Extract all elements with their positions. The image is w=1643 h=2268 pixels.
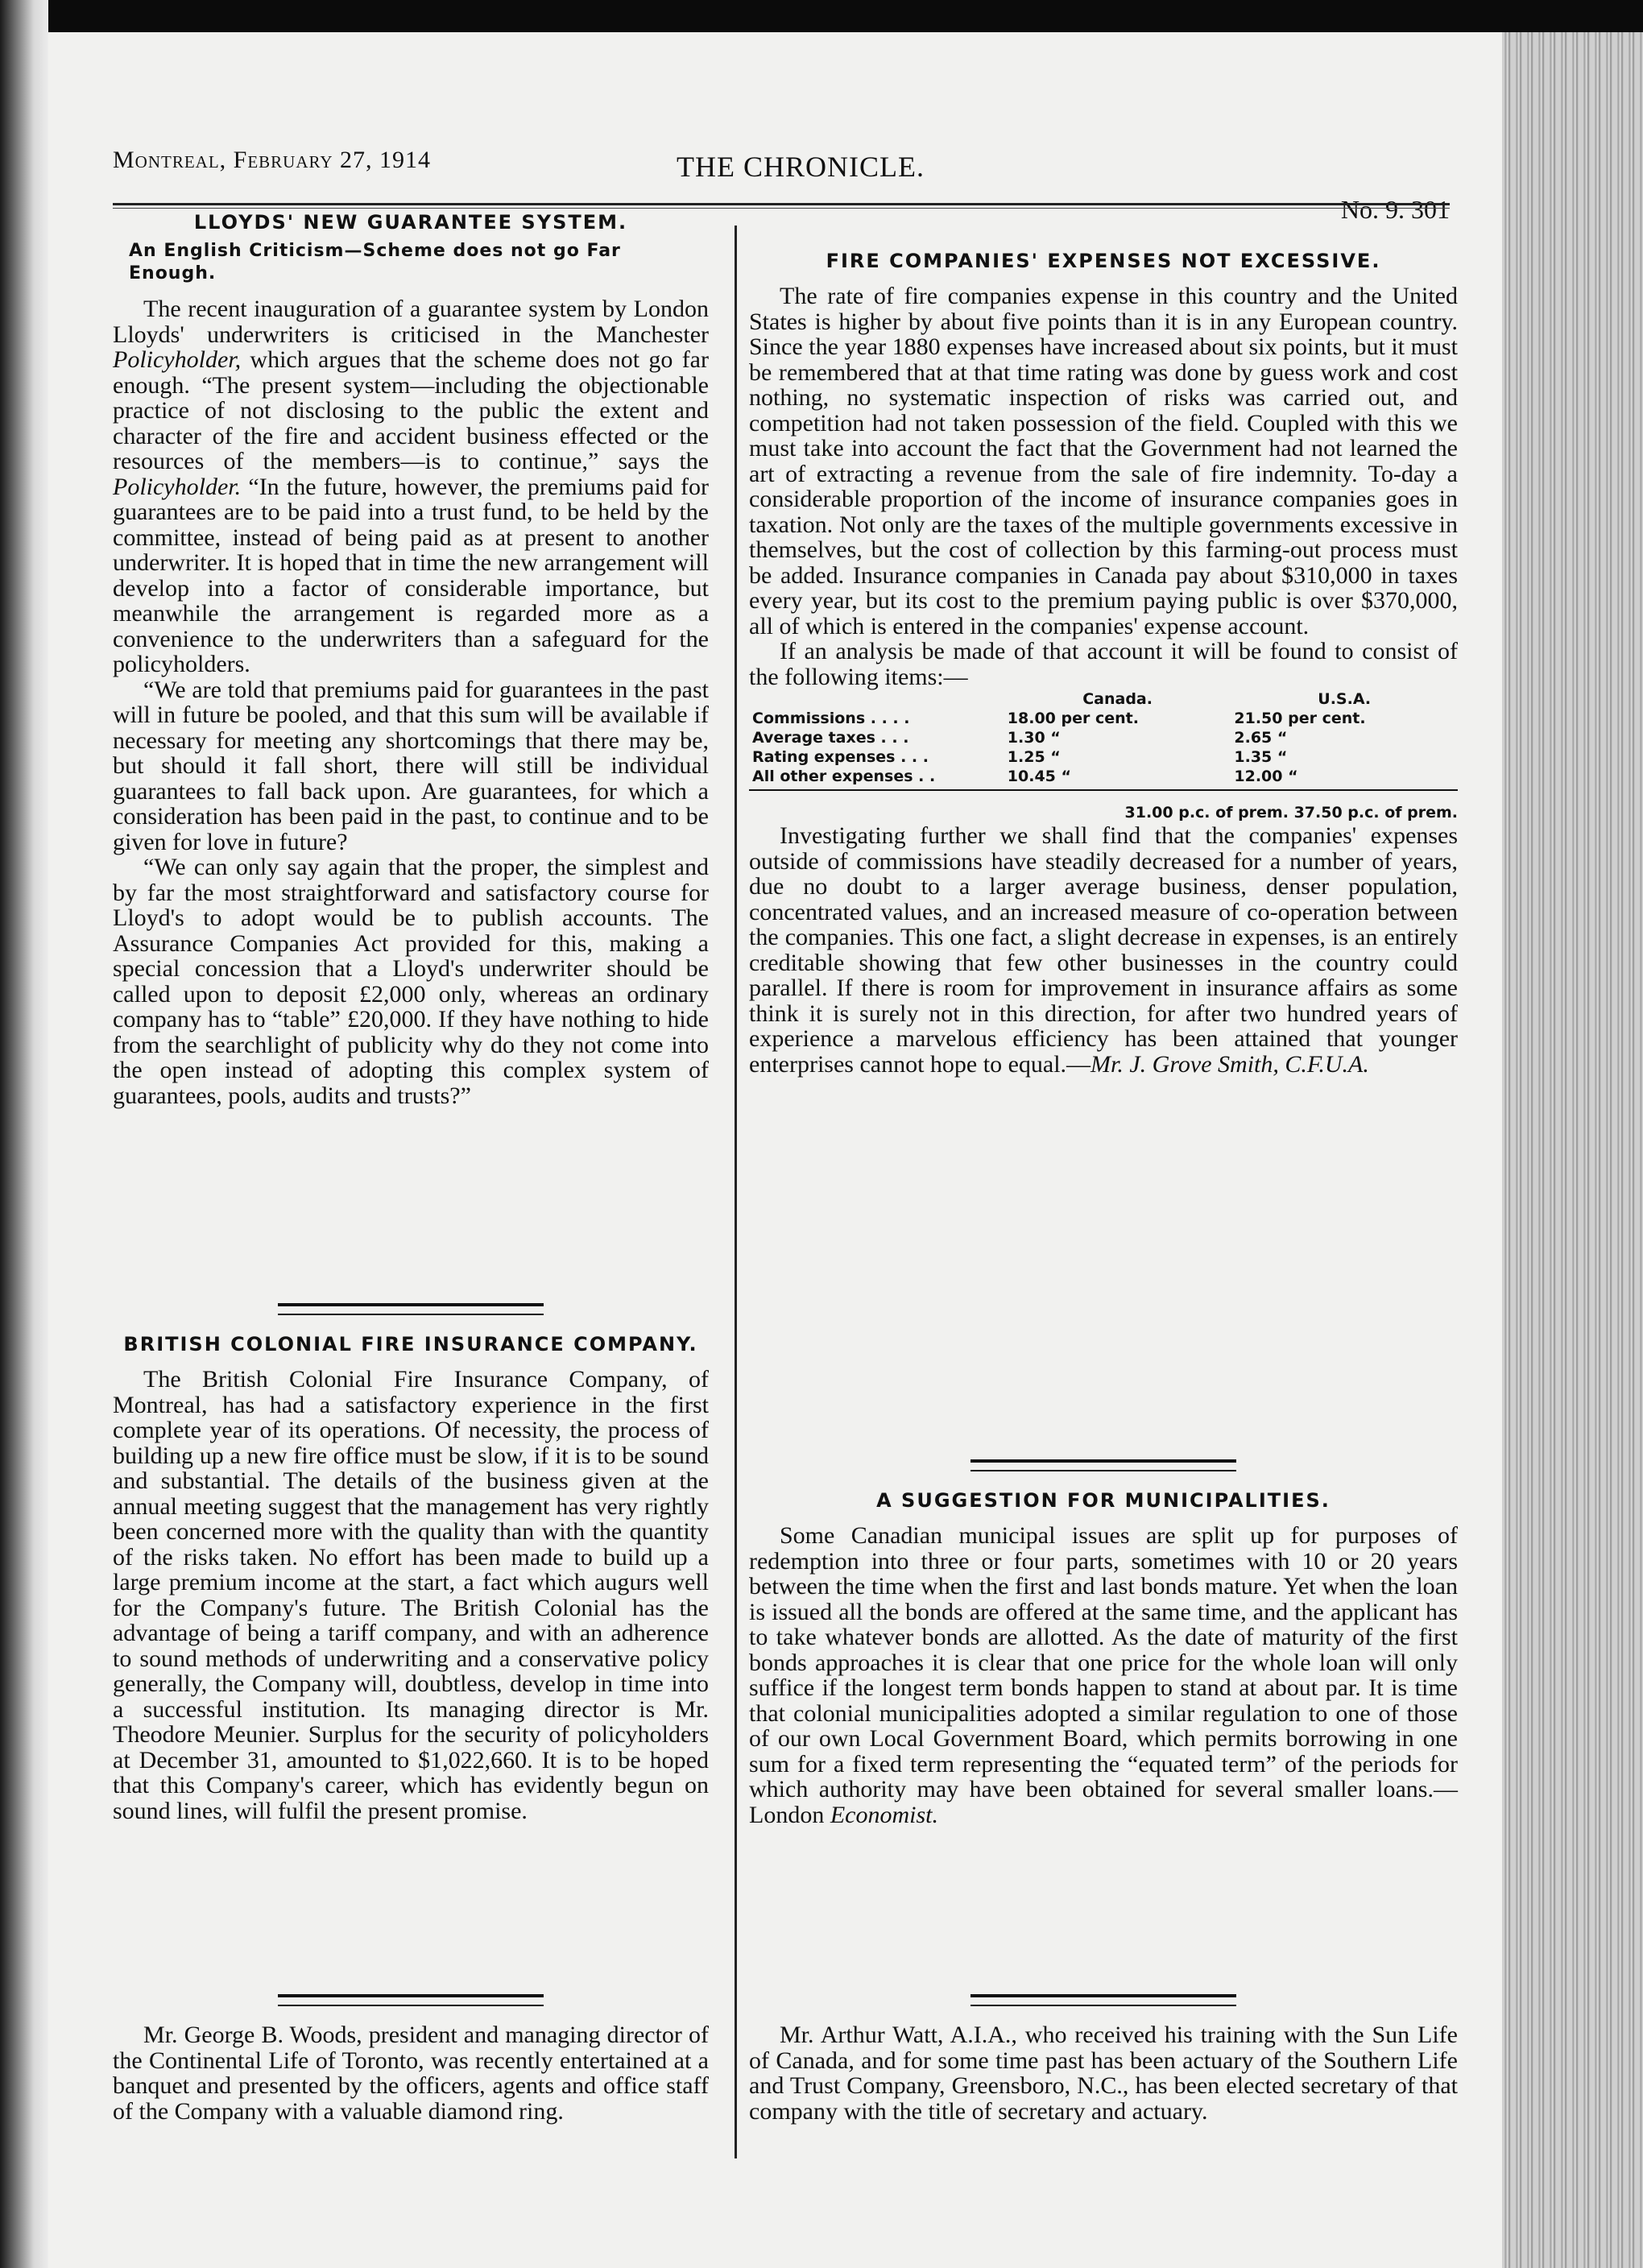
expenses-row-canada: 18.00 per cent. <box>1007 710 1139 727</box>
expenses-row-usa: 2.65 “ <box>1234 729 1288 747</box>
expenses-row-label: Commissions . . . . <box>752 710 910 727</box>
lloyds-p1-text-b: which argues that the scheme does not go far enough. “The present system—including the objectionable practice of not disclosing to the public the extent and character of the fire and accident business effected or the resources of the members—is to continue,” says the <box>113 346 709 474</box>
separator-rule <box>970 1994 1236 2006</box>
expenses-row-canada: 1.25 “ <box>1007 748 1061 766</box>
fire-expenses-p3-text: Investigating further we shall find that the companies' expenses outside of commissions have steadily decreased for a number of years, due no doubt to a larger average business, denser population, concentrated values, and an increased measure of co-operation between the companies. This one fact, a slight decrease in expenses, is an entirely creditable showing that few other businesses in the country could parallel. If there is room for improvement in insurance affairs as some think it is surely not in this direction, for after two hundred years of experience a marvelous efficiency has been attained that younger enterprises cannot hope to equal.— <box>749 822 1458 1078</box>
page <box>48 32 1502 2268</box>
article-british-colonial <box>113 1303 709 1823</box>
woods-paragraph: Mr. George B. Woods, president and managing director of the Continental Life of Toronto, was recently entertained at a banquet and presented by the officers, agents and office staff of the Company with a valuable diamond ring. <box>113 2022 709 2125</box>
british-colonial-headline: BRITISH COLONIAL FIRE INSURANCE COMPANY. <box>123 1333 698 1355</box>
book-page-edges <box>1500 32 1643 2268</box>
separator-rule <box>278 1994 544 2006</box>
lloyds-subhead: An English Criticism—Scheme does not go Far Enough. <box>129 241 621 284</box>
watt-paragraph: Mr. Arthur Watt, A.I.A., who received his training with the Sun Life of Canada, and for some time past has been actuary of the Southern Life and Trust Company, Greensboro, N.C., has been elected secretary of that company with the title of secretary and actuary. <box>749 2022 1458 2125</box>
expenses-row-usa: 1.35 “ <box>1234 748 1288 766</box>
scan-left-edge <box>0 0 48 2268</box>
expenses-row-usa: 21.50 per cent. <box>1234 710 1366 727</box>
british-colonial-paragraph: The British Colonial Fire Insurance Company, of Montreal, has had a satisfactory experience in the first complete year of its operations. Of necessity, the process of building up a new fire office must be slow, if it is to be sound and substantial. The details of the business given at the annual meeting suggest that the management has very rightly been concerned more with the quality than with the quantity of the risks taken. No effort has been made to build up a large premium income at the start, a fact which augurs well for the Company's future. The British Colonial has the advantage of being a tariff company, and with an adherence to sound methods of underwriting and a conservative policy generally, the Company will, doubtless, develop in time into a successful institution. Its managing director is Mr. Theodore Meunier. Surplus for the security of policyholders at December 31, amounted to $1,022,660. It is to be hoped that this Company's career, which has evidently begun on sound lines, will fulfil the present promise. <box>113 1366 709 1824</box>
fire-expenses-signature: Mr. J. Grove Smith, C.F.U.A. <box>1091 1050 1369 1078</box>
municipalities-source-em: Economist. <box>830 1801 938 1828</box>
expenses-row-label: All other expenses . . <box>752 768 936 785</box>
lloyds-p1-em-2: Policyholder. <box>113 473 242 500</box>
municipalities-paragraph <box>749 1523 1458 1827</box>
table-row <box>749 767 1458 786</box>
expenses-table <box>749 689 1458 786</box>
article-fire-expenses <box>749 250 1458 1077</box>
lloyds-p1-em-1: Policyholder, <box>113 346 242 373</box>
expenses-row-canada: 10.45 “ <box>1007 768 1071 785</box>
expenses-row-usa: 12.00 “ <box>1234 768 1298 785</box>
header-publication-title: THE CHRONICLE. <box>677 151 925 183</box>
fire-expenses-headline: FIRE COMPANIES' EXPENSES NOT EXCESSIVE. <box>826 250 1381 272</box>
fire-expenses-paragraph-3 <box>749 823 1458 1077</box>
lloyds-headline: LLOYDS' NEW GUARANTEE SYSTEM. <box>193 211 628 234</box>
lloyds-paragraph-3: “We can only say again that the proper, the simplest and by far the most straightforward and satisfactory course for Lloyd's to adopt would be to publish accounts. The Assurance Companies Act provided for this, making a special concession that a Lloyd's underwriter should be called upon to deposit £2,000 only, whereas an ordinary company has to “table” £20,000. If they have nothing to hide from the searchlight of publicity why do they not come into the open instead of adopting this complex system of guarantees, pools, audits and trusts?” <box>113 854 709 1109</box>
header-issue-page: No. 9. 301 <box>1340 195 1450 224</box>
column-divider <box>735 226 737 2158</box>
municipalities-headline: A SUGGESTION FOR MUNICIPALITIES. <box>876 1489 1331 1512</box>
expenses-col-canada: Canada. <box>1082 690 1153 708</box>
fire-expenses-paragraph-2: If an analysis be made of that account it will be found to consist of the following items:— <box>749 638 1458 690</box>
table-row <box>749 747 1458 767</box>
expenses-row-canada: 1.30 “ <box>1007 729 1061 747</box>
table-row <box>749 709 1458 728</box>
article-watt <box>749 1994 1458 2124</box>
expenses-row-label: Rating expenses . . . <box>752 748 929 766</box>
municipalities-text: Some Canadian municipal issues are split up for purposes of redemption into three or four parts, sometimes with 10 or 20 years between the time when the first and last bonds mature. Yet when the loan is issued all the bonds are offered at the same time, and the applicant has to take whatever bonds are allotted. As the date of maturity of the first bonds approaches it is clear that one price for the whole loan will only suffice if the longest term bonds happen to stand at about par. It is time that colonial municipalities adopted a similar regulation to one of those of our own Local Government Board, which permits borrowing in one sum for a fixed term representing the “equated term” of the periods for which authority may have been obtained for several smaller loans.—London <box>749 1522 1458 1828</box>
article-municipalities <box>749 1459 1458 1827</box>
expenses-row-label: Average taxes . . . <box>752 729 909 747</box>
expenses-table-header-row <box>749 689 1458 709</box>
expenses-col-usa: U.S.A. <box>1318 690 1372 708</box>
lloyds-paragraph-1 <box>113 296 709 677</box>
expenses-table-header-blank <box>749 689 1004 709</box>
article-woods <box>113 1994 709 2124</box>
header-dateline: Montreal, February 27, 1914 <box>113 147 432 173</box>
totals-rule <box>749 789 1458 791</box>
separator-rule <box>278 1303 544 1315</box>
lloyds-p1-text-c: “In the future, however, the premiums paid for guarantees are to be paid into a trust fund, to be held by the committee, instead of being paid as at present to another underwriter. It is hoped that in time the new arrangement will develop into a factor of considerable importance, but meanwhile the arrangement is regarded more as a convenience to the underwriters than a safeguard for the policyholders. <box>113 473 709 677</box>
fire-expenses-paragraph-1: The rate of fire companies expense in this country and the United States is higher by about five points than it is in any European country. Since the year 1880 expenses have increased about six points, but it must be remembered that at that time rating was done by guess work and cost nothing, no systematic inspection of risks was carried out, and competition had not taken possession of the field. Coupled with this we must take into account the fact that the Government had not learned the art of extracting a revenue from the sale of fire indemnity. To-day a considerable proportion of the income of insurance companies goes in taxation. Not only are the taxes of the multiple governments excessive in themselves, but the cost of collection by this farming-out process must be added. Insurance companies in Canada pay about $310,000 in taxes every year, but its cost to the premium paying public is over $370,000, all of which is entered in the companies' expense account. <box>749 283 1458 639</box>
separator-rule <box>970 1459 1236 1471</box>
expenses-totals: 31.00 p.c. of prem. 37.50 p.c. of prem. <box>1124 804 1458 822</box>
lloyds-p1-text-a: The recent inauguration of a guarantee system by London Lloyds' underwriters is criticised in the Manchester <box>113 296 709 348</box>
article-lloyds <box>113 211 709 1108</box>
lloyds-paragraph-2: “We are told that premiums paid for guarantees in the past will in future be pooled, and that this sum will be available if necessary for meeting any shortcomings that there may be, but should it fall short, there will still be individual guarantees to fall back upon. Are guarantees, for which a consideration has been paid in the past, to continue and to be given for love in future? <box>113 676 709 855</box>
header-rule <box>113 203 1450 209</box>
table-row <box>749 728 1458 747</box>
